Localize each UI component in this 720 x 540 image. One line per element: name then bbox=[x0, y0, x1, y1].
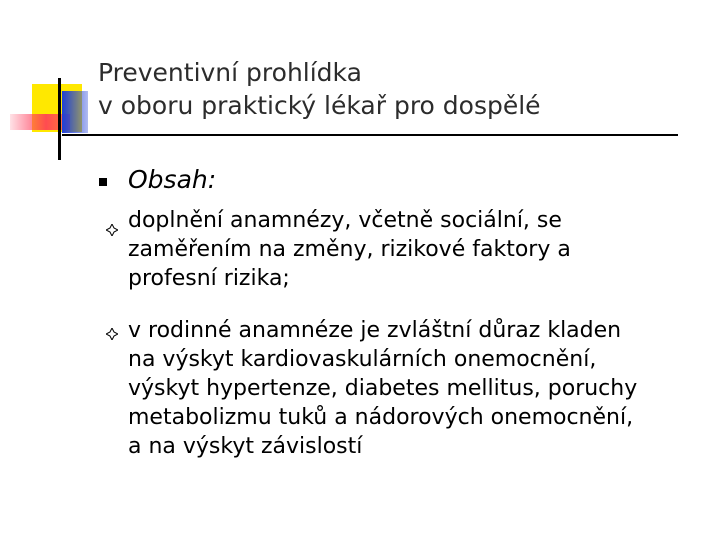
square-bullet-icon bbox=[99, 178, 107, 186]
list-item bbox=[128, 316, 708, 461]
title-line-2: v oboru praktický lékař pro dospělé bbox=[98, 91, 541, 120]
list-item bbox=[128, 206, 708, 293]
content-heading: Obsah: bbox=[128, 165, 217, 194]
diamond-bullet-icon bbox=[106, 328, 118, 340]
list-item-line: doplnění anamnézy, včetně sociální, se bbox=[128, 208, 562, 233]
list-item-line: metabolizmu tuků a nádorových onemocnění, bbox=[128, 405, 634, 430]
title-line-1: Preventivní prohlídka bbox=[98, 58, 362, 87]
list-item-line: na výskyt kardiovaskulárních onemocnění, bbox=[128, 347, 597, 372]
list-item-line: a na výskyt závislostí bbox=[128, 434, 363, 459]
list-item-line: profesní rizika; bbox=[128, 266, 290, 291]
list-item-line: výskyt hypertenze, diabetes mellitus, poruchy bbox=[128, 376, 638, 401]
list-item-line: v rodinné anamnéze je zvláštní důraz kladen bbox=[128, 318, 622, 343]
diamond-bullet-icon bbox=[106, 224, 118, 236]
list-item-line: zaměřením na změny, rizikové faktory a bbox=[128, 237, 571, 262]
title-divider bbox=[62, 134, 678, 136]
slide-title bbox=[98, 56, 541, 122]
